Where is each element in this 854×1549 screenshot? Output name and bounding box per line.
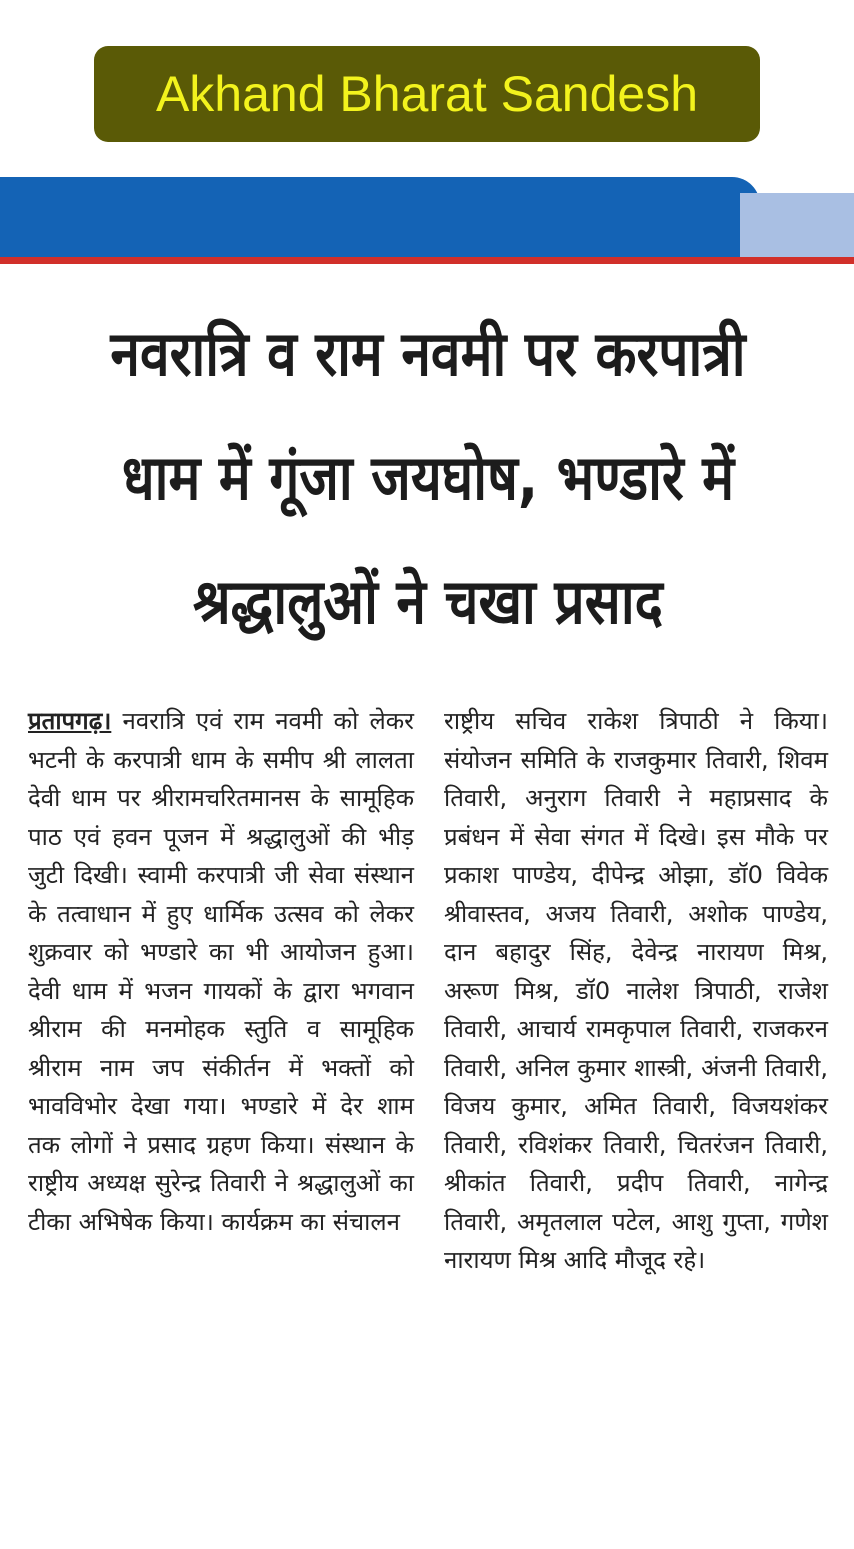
header-rule-red bbox=[0, 257, 854, 264]
right-column-text: राष्ट्रीय सचिव राकेश त्रिपाठी ने किया। संयोजन समिति के राजकुमार तिवारी, शिवम तिवारी, अनुराग तिवारी ने महाप्रसाद के प्रबंधन में सेवा संगत में दिखे। इस मौके पर प्रकाश पाण्डेय, दीपेन्द्र ओझा, डॉ0 विवेक श्रीवास्तव, अजय तिवारी, अशोक पाण्डेय, दान बहादुर सिंह, देवेन्द्र नारायण मिश्र, अरूण मिश्र, डॉ0 नालेश त्रिपाठी, राजेश तिवारी, आचार्य रामकृपाल तिवारी, राजकरन तिवारी, अनिल कुमार शास्त्री, अंजनी तिवारी, विजय कुमार, अमित तिवारी, विजयशंकर तिवारी, रविशंकर तिवारी, चितरंजन तिवारी, श्रीकांत तिवारी, प्रदीप तिवारी, नागेन्द्र तिवारी, अमृतलाल पटेल, आशु गुप्ता, गणेश नारायण मिश्र आदि मौजूद रहे। bbox=[444, 707, 828, 1274]
article-column-right bbox=[444, 702, 828, 1532]
masthead-banner bbox=[94, 46, 760, 142]
header-band-light bbox=[740, 193, 854, 257]
left-column-text: नवरात्रि एवं राम नवमी को लेकर भटनी के करपात्री धाम के समीप श्री लालता देवी धाम पर श्रीरामचरितमानस के सामूहिक पाठ एवं हवन पूजन में श्रद्धालुओं की भीड़ जुटी दिखी। स्वामी करपात्री जी सेवा संस्थान के तत्वाधान में हुए धार्मिक उत्सव को लेकर शुक्रवार को भण्डारे का भी आयोजन हुआ। देवी धाम में भजन गायकों के द्वारा भगवान श्रीराम की मनमोहक स्तुति व सामूहिक श्रीराम नाम जप संकीर्तन में भक्तों को भावविभोर देखा गया। भण्डारे में देर शाम तक लोगों ने प्रसाद ग्रहण किया। संस्थान के राष्ट्रीय अध्यक्ष सुरेन्द्र तिवारी ने श्रद्धालुओं का टीका अभिषेक किया। कार्यक्रम का संचालन bbox=[28, 707, 414, 1236]
article-column-left bbox=[28, 702, 414, 1532]
masthead-title: Akhand Bharat Sandesh bbox=[155, 66, 699, 122]
header-band-blue bbox=[0, 177, 760, 257]
article-headline: नवरात्रि व राम नवमी पर करपात्री धाम में गूंजा जयघोष, भण्डारे में श्रद्धालुओं ने चखा प्रसाद bbox=[110, 317, 746, 638]
article-dateline: प्रतापगढ़। bbox=[28, 707, 112, 735]
